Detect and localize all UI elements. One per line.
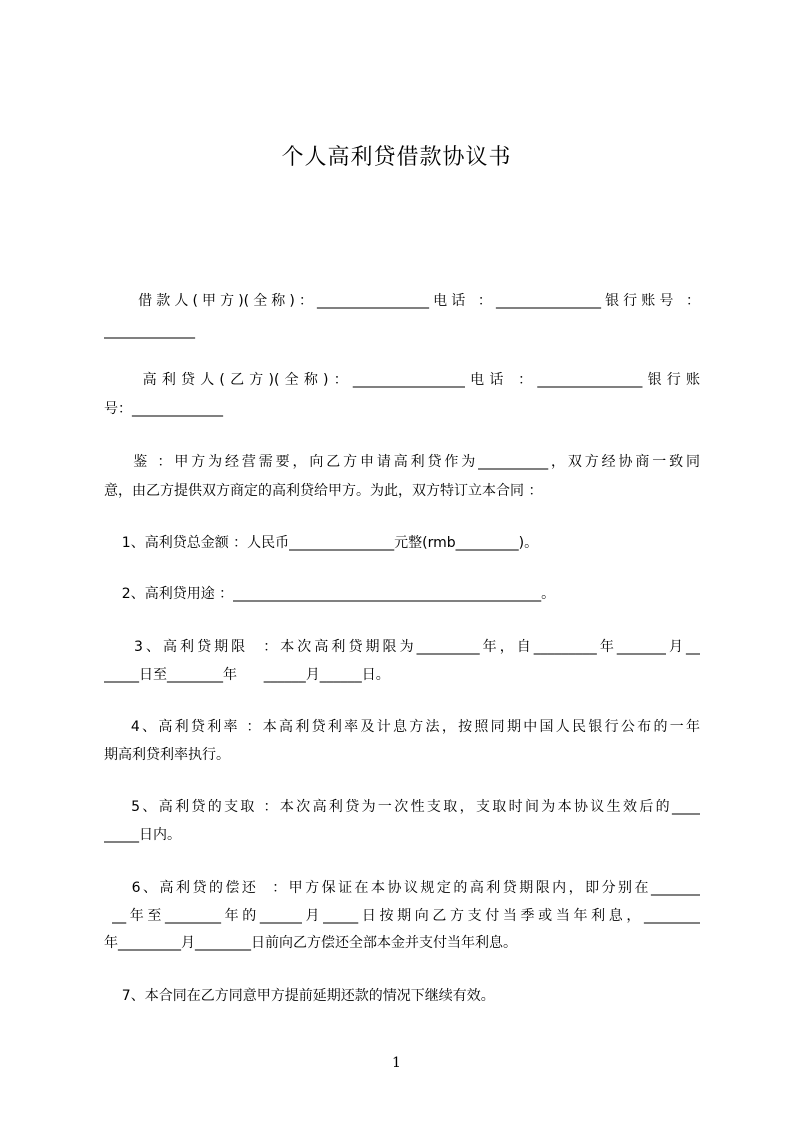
clause-7-validity: 7、本合同在乙方同意甲方提前延期还款的情况下继续有效。 — [104, 988, 495, 1004]
clause-4-rate-line-2: 期高利贷利率执行。 — [104, 747, 230, 763]
clause-4-rate-line-1: 4、高利贷利率 ：本高利贷利率及计息方法，按照同期中国人民银行公布的一年 — [104, 719, 700, 735]
document-title: 个人高利贷借款协议书 — [281, 145, 512, 170]
clause-5-withdrawal-line-2: _____日内。 — [104, 827, 181, 843]
clause-5-withdrawal-line-1: 5、高利贷的支取 ：本次高利贷为一次性支取，支取时间为本协议生效后的____ — [104, 799, 700, 815]
clause-3-term-line-2: _____日至________年 ______月______日。 — [104, 667, 390, 683]
clause-1-amount: 1、高利贷总金额 ：人民币_______________元整(rmb_________)。 — [104, 535, 539, 551]
lender-account-line: 号：_____________ — [104, 401, 223, 417]
clause-6-repayment-line-1: 6、高利贷的偿还 ：甲方保证在本协议规定的高利贷期限内，即分别在_______ — [104, 880, 700, 896]
preamble-line-1: 鉴 ：甲方为经营需要，向乙方申请高利贷作为__________，双方经协商一致同 — [104, 454, 700, 470]
page-number: 1 — [392, 1055, 401, 1071]
lender-line: 高利贷人(乙方)(全称)：________________电话 ：_______________银行账 — [104, 372, 700, 388]
clause-2-purpose: 2、高利贷用途 ：____________________________________________。 — [104, 586, 556, 602]
preamble-line-2: 意，由乙方提供双方商定的高利贷给甲方。为此，双方特订立本合同 ： — [104, 483, 543, 499]
clause-3-term-line-1: 3、高利贷期限 ：本次高利贷期限为_________年，自_________年_______月__ — [104, 639, 700, 655]
clause-6-repayment-line-2: __年至________年的______月_____日按期向乙方支付当季或当年利息，________ — [104, 908, 700, 924]
clause-6-repayment-line-3: 年_________月________日前向乙方偿还全部本金并支付当年利息。 — [104, 935, 517, 951]
borrower-line: 借款人(甲方)(全称)：________________电话 ：_______________银行账号 ： — [104, 293, 700, 309]
borrower-account-line: _____________ — [104, 323, 195, 339]
